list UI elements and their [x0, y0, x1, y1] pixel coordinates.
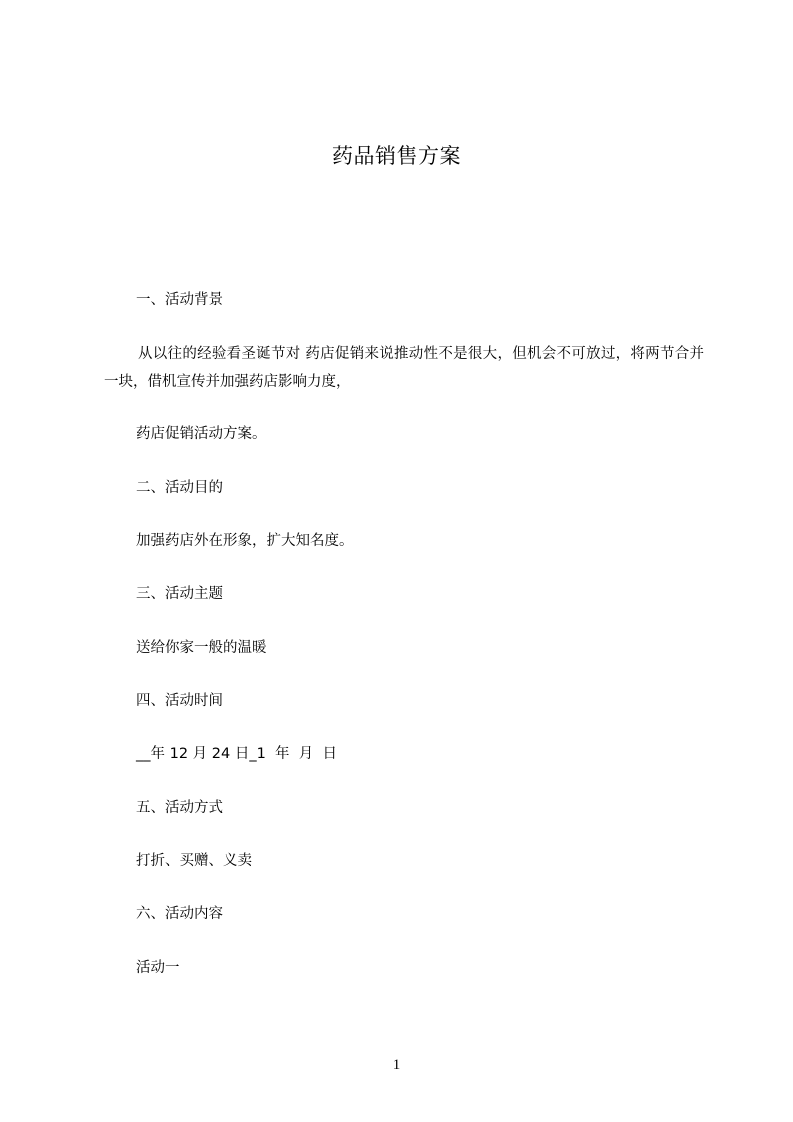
background-paragraph-continuation: 药店促销活动方案。 [136, 426, 267, 442]
section-heading-content: 六、活动内容 [136, 906, 223, 922]
background-paragraph: 从以往的经验看圣诞节对 药店促销来说推动性不是很大，但机会不可放过，将两节合并一块，借机宣传并加强药店影响力度， [104, 346, 704, 390]
section-heading-method: 五、活动方式 [136, 800, 223, 816]
section-heading-theme: 三、活动主题 [136, 586, 223, 602]
section-heading-background: 一、活动背景 [136, 292, 223, 308]
time-text: __年 12 月 24 日_1 年 月 日 [136, 746, 337, 762]
theme-text: 送给你家一般的温暖 [136, 640, 267, 656]
document-title: 药品销售方案 [332, 144, 461, 168]
section-heading-purpose: 二、活动目的 [136, 480, 223, 496]
content-activity-one: 活动一 [136, 960, 180, 976]
page-number: 1 [392, 1057, 401, 1073]
section-heading-time: 四、活动时间 [136, 693, 223, 709]
method-text: 打折、买赠、义卖 [136, 853, 252, 869]
purpose-text: 加强药店外在形象，扩大知名度。 [136, 533, 354, 549]
